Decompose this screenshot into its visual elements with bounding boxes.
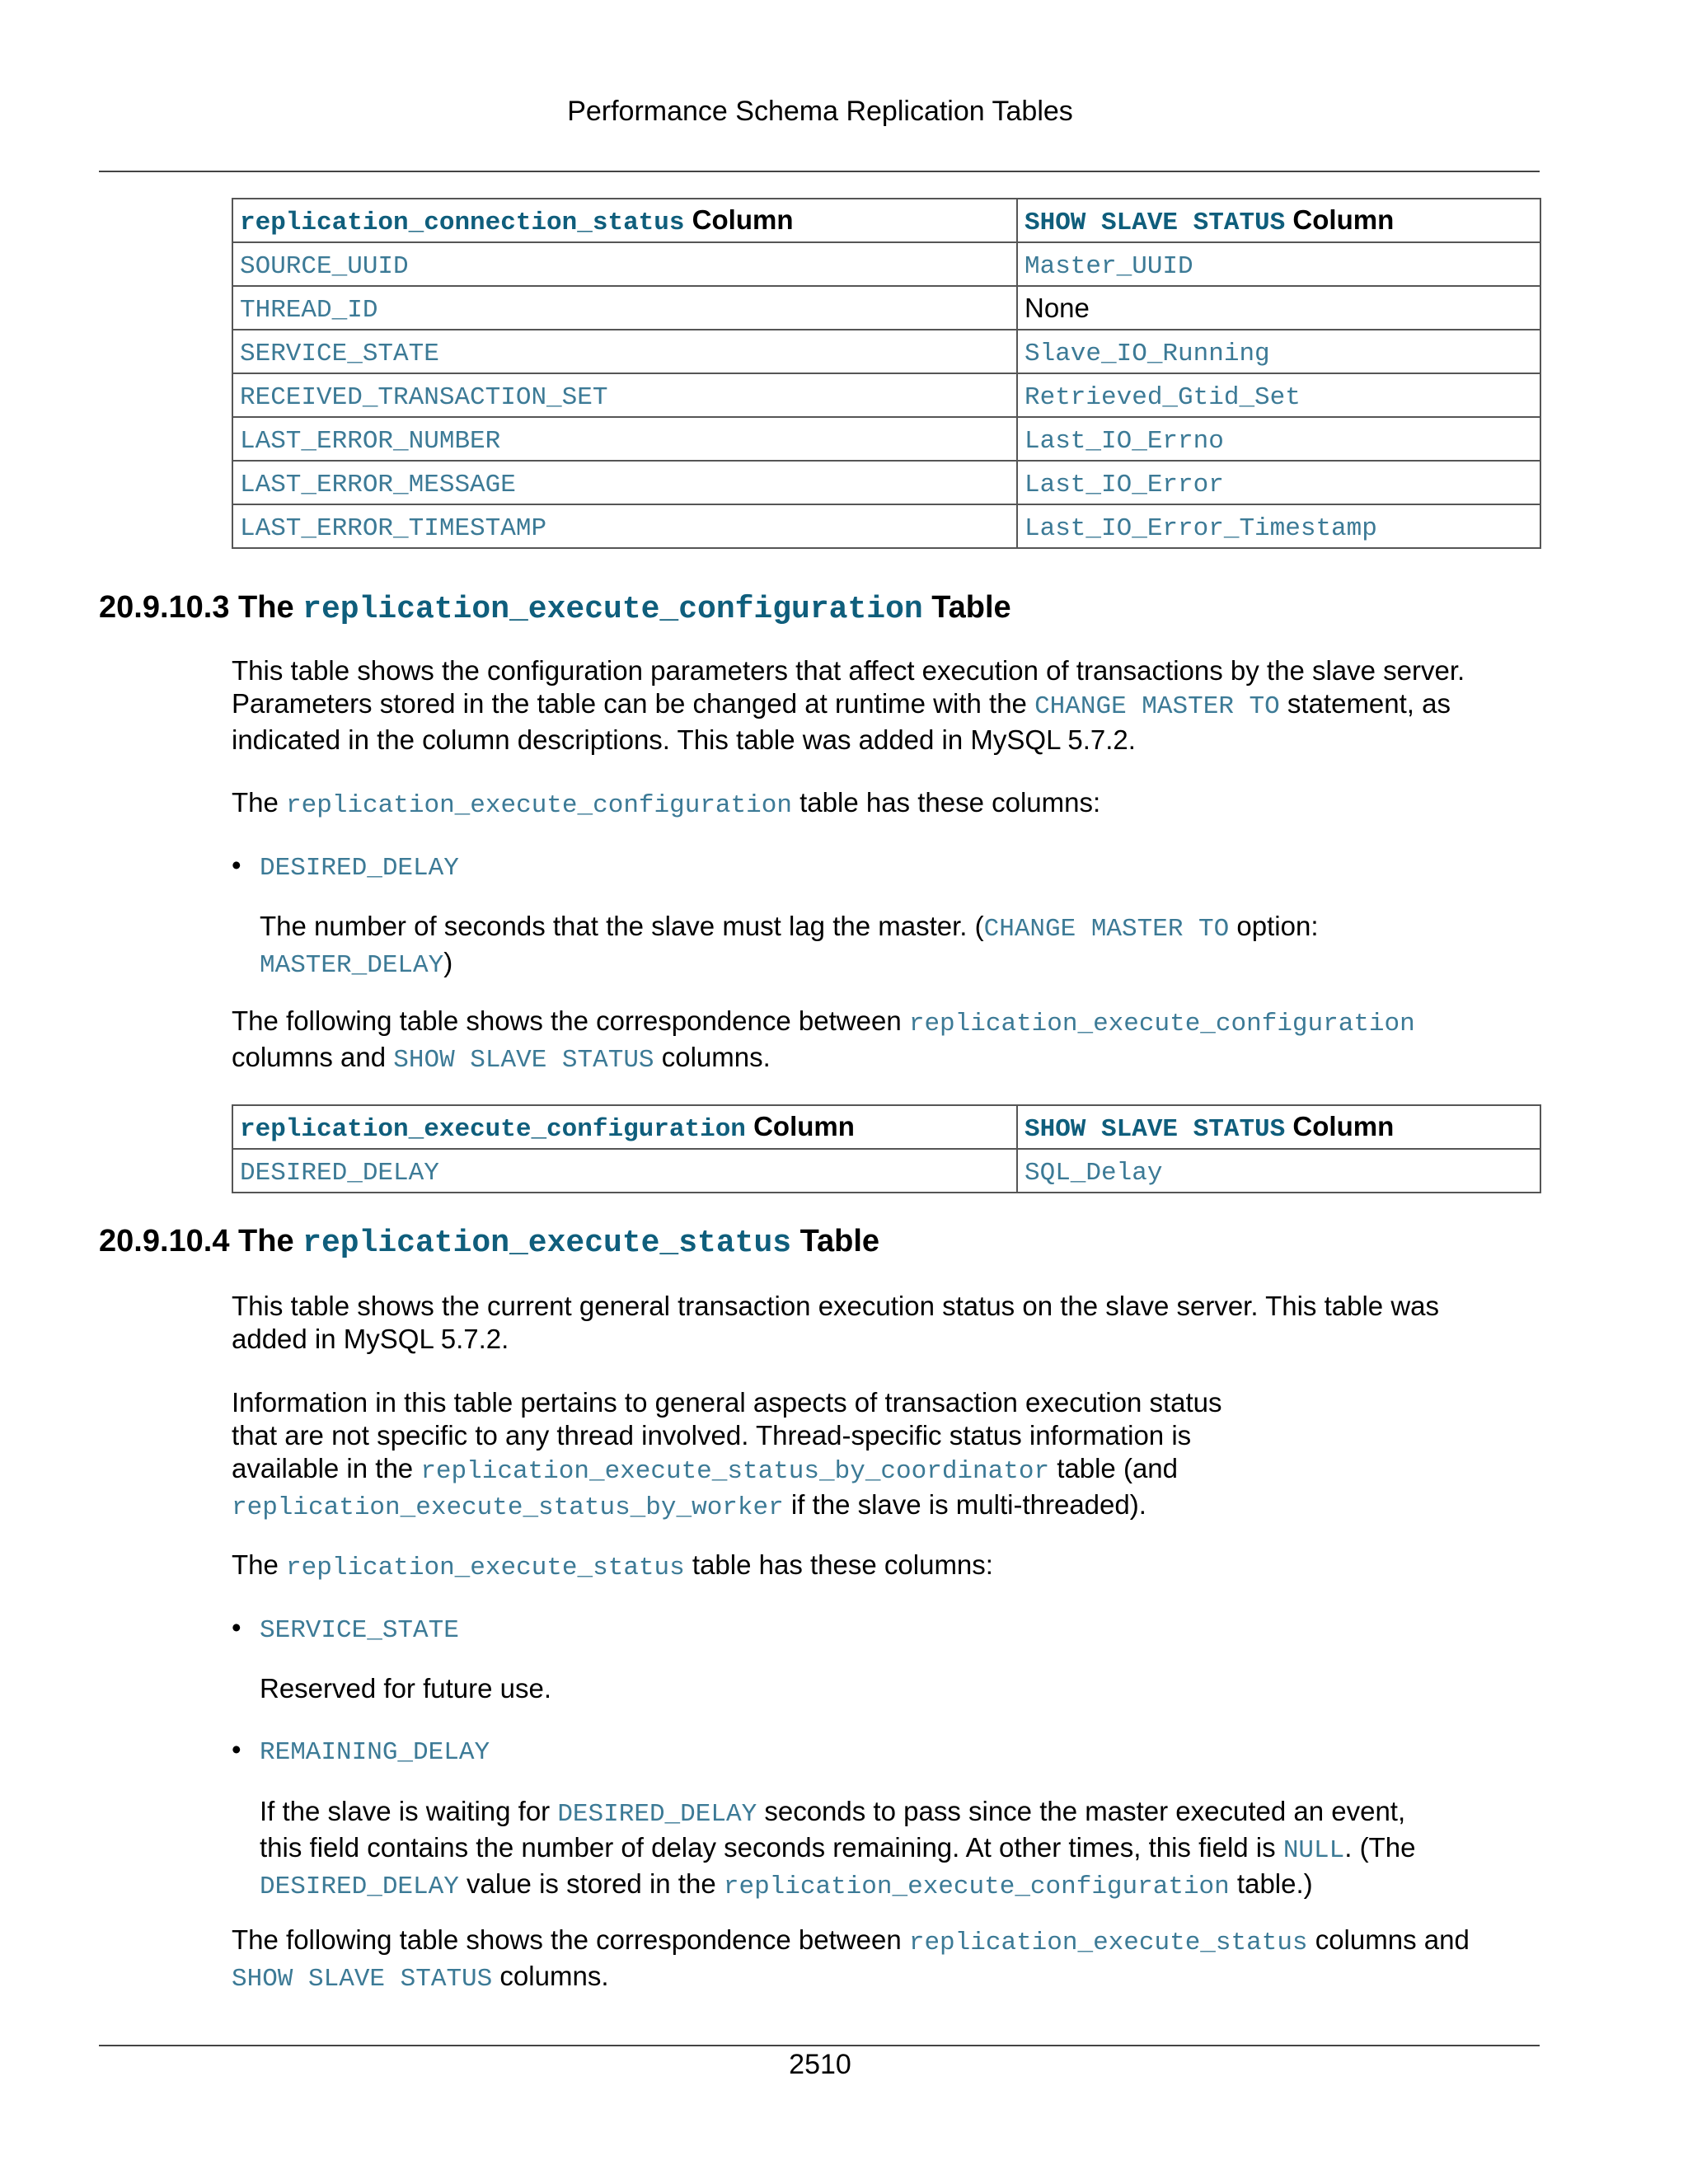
paragraph: The replication_execute_configuration table has these columns: xyxy=(232,787,1101,820)
code-text: replication_execute_status xyxy=(302,1226,792,1261)
code-link[interactable]: replication_execute_status xyxy=(286,1554,685,1582)
table-cell xyxy=(1017,461,1540,504)
code-link[interactable]: DESIRED_DELAY xyxy=(260,854,459,883)
footer-rule xyxy=(99,2045,1540,2046)
code-link[interactable]: MASTER_DELAY xyxy=(260,951,444,980)
table-row xyxy=(232,417,1540,461)
paragraph: This table shows the configuration parameters that affect execution of transactions by the slave server. Parameters stored in the table can be changed at runtime with the CHANGE MASTER TO statement, as indicated in the column descriptions. This table was added in MySQL 5.7.2. xyxy=(232,655,1465,755)
code-link[interactable]: replication_execute_status_by_coordinator xyxy=(420,1457,1050,1486)
table-row xyxy=(232,242,1540,286)
bullet-icon: • xyxy=(232,1612,241,1643)
code-link[interactable]: Slave_IO_Running xyxy=(1025,339,1270,368)
table-row xyxy=(232,373,1540,417)
table-row xyxy=(232,504,1540,548)
list-item xyxy=(232,849,459,885)
running-header: Performance Schema Replication Tables xyxy=(567,96,1073,127)
connection-status-mapping-table xyxy=(232,198,1541,549)
list-item-description: If the slave is waiting for DESIRED_DELAY seconds to pass since the master executed an event, this field contains the number of delay seconds remaining. At other times, this field is NULL. (The DESIRED_DELAY value is stored in the replication_execute_configuration table.) xyxy=(260,1796,1416,1901)
code-link[interactable]: replication_execute_configuration xyxy=(286,791,792,820)
code-link[interactable]: THREAD_ID xyxy=(240,295,378,325)
list-item xyxy=(232,1611,459,1647)
table-cell xyxy=(232,461,1017,504)
code-link[interactable]: DESIRED_DELAY xyxy=(260,1872,459,1901)
code-link[interactable]: SHOW SLAVE STATUS xyxy=(393,1046,654,1075)
paragraph: The following table shows the correspondence between replication_execute_configuration columns and SHOW SLAVE STATUS columns. xyxy=(232,1005,1415,1075)
table-row xyxy=(232,330,1540,373)
table-cell xyxy=(1017,286,1540,330)
table-cell xyxy=(232,504,1017,548)
code-link[interactable]: replication_execute_status_by_worker xyxy=(232,1493,784,1522)
code-link[interactable]: replication_execute_status xyxy=(908,1929,1308,1957)
table-header-cell: replication_connection_status Column xyxy=(232,199,1017,242)
table-cell xyxy=(232,417,1017,461)
section-heading: 20.9.10.3 The replication_execute_configuration Table xyxy=(99,590,1011,627)
paragraph: Information in this table pertains to general aspects of transaction execution status that are not specific to any thread involved. Thread-specific status information is available in the replication_execute_status_by_coordinator table (and replication_execute_status_by_worker if the slave is multi-threaded). xyxy=(232,1387,1222,1522)
bullet-icon: • xyxy=(232,850,241,880)
bullet-icon: • xyxy=(232,1734,241,1765)
code-link[interactable]: LAST_ERROR_MESSAGE xyxy=(240,470,516,499)
table-cell xyxy=(232,286,1017,330)
code-link[interactable]: replication_execute_configuration xyxy=(908,1010,1415,1038)
plain-text: None xyxy=(1025,292,1090,323)
code-link[interactable]: Retrieved_Gtid_Set xyxy=(1025,382,1301,412)
list-item xyxy=(232,1733,490,1769)
code-link[interactable]: Last_IO_Error xyxy=(1025,470,1224,499)
table-row xyxy=(232,286,1540,330)
list-item-description: Reserved for future use. xyxy=(260,1673,552,1704)
code-text: replication_execute_configuration xyxy=(240,1114,746,1144)
code-link[interactable]: SHOW SLAVE STATUS xyxy=(232,1965,493,1994)
code-link[interactable]: Master_UUID xyxy=(1025,251,1193,281)
table-header-row xyxy=(232,1105,1540,1149)
table-cell xyxy=(1017,504,1540,548)
table-cell xyxy=(1017,417,1540,461)
code-link[interactable]: CHANGE MASTER TO xyxy=(983,915,1230,944)
table-cell xyxy=(232,373,1017,417)
table-row xyxy=(232,461,1540,504)
table-header-cell: SHOW SLAVE STATUS Column xyxy=(1017,199,1540,242)
code-text: SHOW SLAVE STATUS xyxy=(1025,1114,1286,1144)
code-link[interactable]: RECEIVED_TRANSACTION_SET xyxy=(240,382,608,412)
code-link[interactable]: replication_execute_configuration xyxy=(723,1872,1230,1901)
code-link[interactable]: LAST_ERROR_TIMESTAMP xyxy=(240,513,547,543)
code-link[interactable]: SQL_Delay xyxy=(1025,1158,1163,1188)
code-link[interactable]: Last_IO_Errno xyxy=(1025,426,1224,456)
paragraph: The following table shows the correspondence between replication_execute_status columns and SHOW SLAVE STATUS columns. xyxy=(232,1924,1470,1994)
table-cell xyxy=(232,1149,1017,1193)
code-link[interactable]: REMAINING_DELAY xyxy=(260,1738,490,1767)
code-link[interactable]: CHANGE MASTER TO xyxy=(1034,692,1280,721)
table-cell xyxy=(1017,330,1540,373)
table-cell xyxy=(232,242,1017,286)
paragraph: This table shows the current general transaction execution status on the slave server. This table was added in MySQL 5.7.2. xyxy=(232,1291,1440,1354)
code-link[interactable]: Last_IO_Error_Timestamp xyxy=(1025,513,1377,543)
execute-configuration-mapping-table xyxy=(232,1104,1541,1193)
header-rule xyxy=(99,171,1540,172)
table-header-cell: replication_execute_configuration Column xyxy=(232,1105,1017,1149)
table-cell xyxy=(1017,242,1540,286)
table-row xyxy=(232,1149,1540,1193)
table-header-cell: SHOW SLAVE STATUS Column xyxy=(1017,1105,1540,1149)
list-item-description: The number of seconds that the slave must lag the master. (CHANGE MASTER TO option: MASTER_DELAY) xyxy=(260,911,1319,980)
paragraph: The replication_execute_status table has these columns: xyxy=(232,1549,993,1582)
section-heading: 20.9.10.4 The replication_execute_status Table xyxy=(99,1224,880,1261)
code-text: SHOW SLAVE STATUS xyxy=(1025,208,1286,237)
code-link[interactable]: DESIRED_DELAY xyxy=(240,1158,439,1188)
table-cell xyxy=(1017,1149,1540,1193)
page-number: 2510 xyxy=(789,2049,851,2080)
table-cell xyxy=(232,330,1017,373)
table-header-row xyxy=(232,199,1540,242)
table-cell xyxy=(1017,373,1540,417)
code-link[interactable]: SERVICE_STATE xyxy=(240,339,439,368)
code-text: replication_execute_configuration xyxy=(302,592,923,627)
code-link[interactable]: DESIRED_DELAY xyxy=(557,1800,757,1829)
code-text: replication_connection_status xyxy=(240,208,685,237)
code-link[interactable]: NULL xyxy=(1282,1836,1345,1865)
code-link[interactable]: SOURCE_UUID xyxy=(240,251,409,281)
code-link[interactable]: LAST_ERROR_NUMBER xyxy=(240,426,501,456)
code-link[interactable]: SERVICE_STATE xyxy=(260,1616,459,1645)
